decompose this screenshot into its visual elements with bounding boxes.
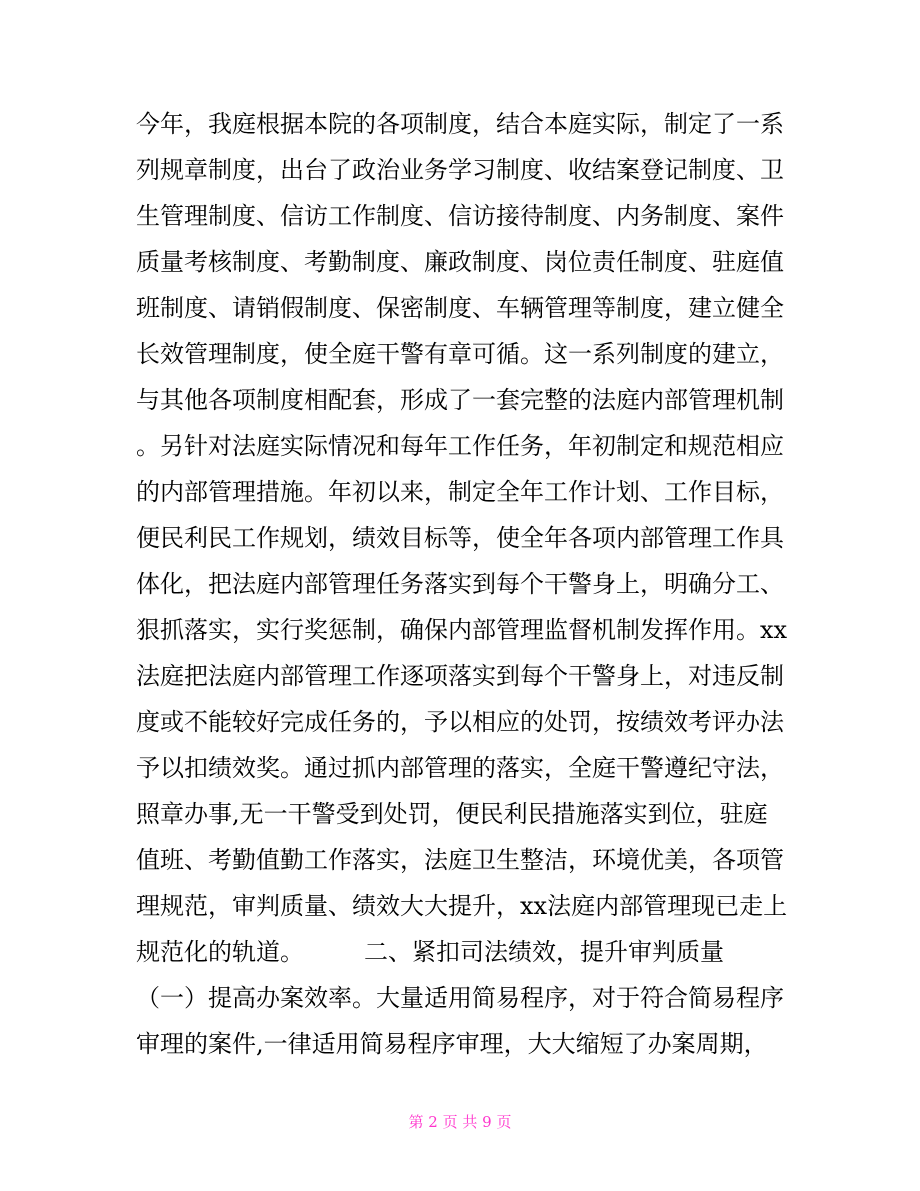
text-line: 今年，我庭根据本院的各项制度，结合本庭实际，制定了一系 xyxy=(136,110,784,138)
section-heading-line: 规范化的轨道。 二、紧扣司法绩效，提升审判质量 xyxy=(136,938,724,966)
body-text xyxy=(136,101,796,1067)
text-line: 的内部管理措施。年初以来，制定全年工作计划、工作目标， xyxy=(136,478,784,506)
text-line: 质量考核制度、考勤制度、廉政制度、岗位责任制度、驻庭值 xyxy=(136,248,784,276)
text-line: 照章办事,无一干警受到处罚，便民利民措施落实到位，驻庭 xyxy=(136,800,768,828)
text-line: 便民利民工作规划，绩效目标等，使全年各项内部管理工作具 xyxy=(136,524,784,552)
text-line: 度或不能较好完成任务的，予以相应的处罚，按绩效考评办法 xyxy=(136,708,784,736)
text-line: 予以扣绩效奖。通过抓内部管理的落实，全庭干警遵纪守法， xyxy=(136,754,784,782)
text-line: 狠抓落实，实行奖惩制，确保内部管理监督机制发挥作用。xx xyxy=(136,616,788,644)
text-line: 值班、考勤值勤工作落实，法庭卫生整洁，环境优美，各项管 xyxy=(136,846,784,874)
text-line: 。另针对法庭实际情况和每年工作任务，年初制定和规范相应 xyxy=(136,432,784,460)
text-line: 与其他各项制度相配套，形成了一套完整的法庭内部管理机制 xyxy=(136,386,784,414)
text-line: 生管理制度、信访工作制度、信访接待制度、内务制度、案件 xyxy=(136,202,784,230)
text-line: 审理的案件,一律适用简易程序审理，大大缩短了办案周期， xyxy=(136,1030,768,1058)
text-line: 法庭把法庭内部管理工作逐项落实到每个干警身上，对违反制 xyxy=(136,662,784,690)
page-number-footer: 第 2 页 共 9 页 xyxy=(408,1113,512,1131)
text-line: 体化，把法庭内部管理任务落实到每个干警身上，明确分工、 xyxy=(136,570,784,598)
text-line: 班制度、请销假制度、保密制度、车辆管理等制度，建立健全 xyxy=(136,294,784,322)
text-line: 长效管理制度，使全庭干警有章可循。这一系列制度的建立， xyxy=(136,340,784,368)
text-line: （一）提高办案效率。大量适用简易程序，对于符合简易程序 xyxy=(136,984,784,1012)
text-line: 理规范，审判质量、绩效大大提升，xx法庭内部管理现已走上 xyxy=(136,892,788,920)
text-line: 列规章制度，出台了政治业务学习制度、收结案登记制度、卫 xyxy=(136,156,784,184)
